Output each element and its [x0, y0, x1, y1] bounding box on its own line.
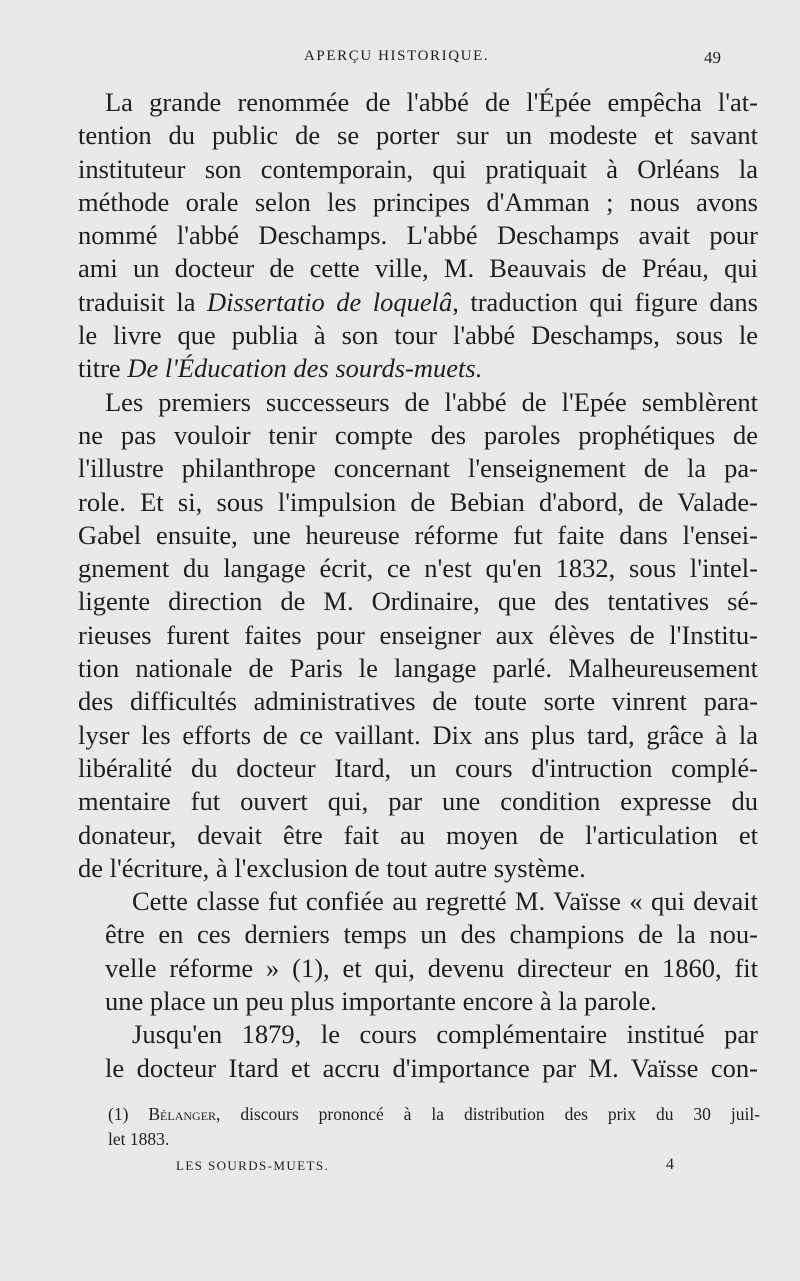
text-line: La grande renommée de l'abbé de l'Épée empêcha l'at- — [105, 87, 758, 117]
text-line: ne pas vouloir tenir compte des paroles prophétiques de — [78, 419, 758, 450]
text-line: méthode orale selon les principes d'Amman ; nous avons — [78, 186, 758, 217]
text-line: des difficultés administratives de toute sorte vinrent para- — [78, 686, 758, 717]
paragraph-1 — [78, 86, 758, 386]
text-segment: titre — [78, 353, 128, 384]
body-text — [78, 86, 758, 1085]
book-title-latin: Dissertatio de loquelâ — [206, 286, 453, 317]
text-line: tion nationale de Paris le langage parlé. Malheureusement — [78, 653, 758, 684]
text-line: velle réforme » (1), et qui, devenu directeur en 1860, fit — [105, 952, 758, 983]
text-line: donateur, devait être fait au moyen de l'articulation et — [78, 819, 758, 850]
text-line: le docteur Itard et accru d'importance par M. Vaïsse con- — [105, 1052, 758, 1083]
text-line: Jusqu'en 1879, le cours complémentaire institué par — [132, 1019, 758, 1050]
text-line: ligente direction de M. Ordinaire, que des tentatives sé- — [78, 586, 758, 617]
book-title-french: De l'Éducation des sourds-muets. — [127, 353, 483, 384]
sheet-number: 4 — [666, 1156, 674, 1173]
footnote-line: let 1883. — [108, 1129, 170, 1149]
text-line: tention du public de se porter sur un modeste et savant — [78, 120, 758, 151]
paragraph-4 — [78, 1018, 758, 1085]
text-line: lyser les efforts de ce vaillant. Dix ans plus tard, grâce à la — [78, 719, 758, 750]
text-line: l'illustre philanthrope concernant l'enseignement de la pa- — [78, 453, 758, 484]
text-line: Gabel ensuite, une heureuse réforme fut faite dans l'ensei- — [78, 519, 758, 550]
page-footer — [0, 1158, 800, 1180]
text-line: ami un docteur de cette ville, M. Beauvais de Préau, qui — [78, 253, 758, 284]
footnote-line — [108, 1102, 760, 1127]
text-line: le livre que publia à son tour l'abbé Deschamps, sous le — [78, 320, 758, 351]
signature-mark: LES SOURDS-MUETS. — [176, 1158, 330, 1173]
text-line: mentaire fut ouvert qui, par une condition expresse du — [78, 786, 758, 817]
text-line: une place un peu plus importante encore à la parole. — [105, 986, 657, 1017]
text-line — [78, 286, 758, 319]
text-segment: , traduction qui figure dans — [452, 286, 758, 317]
paragraph-2 — [78, 386, 758, 885]
text-line: être en ces derniers temps un des champions de la nou- — [105, 919, 758, 950]
text-line: instituteur son contemporain, qui pratiquait à Orléans la — [78, 153, 758, 184]
page-header — [0, 48, 800, 72]
text-segment: traduisit la — [78, 286, 207, 317]
text-line: rieuses furent faites pour enseigner aux élèves de l'Institu- — [78, 619, 758, 650]
footnote-marker: (1) — [108, 1104, 149, 1124]
text-line: libéralité du docteur Itard, un cours d'intruction complé- — [78, 752, 758, 783]
footnote — [108, 1102, 760, 1152]
text-line: de l'écriture, à l'exclusion de tout autre système. — [78, 852, 586, 883]
text-line: gnement du langage écrit, ce n'est qu'en 1832, sous l'intel- — [78, 553, 758, 584]
text-line — [78, 352, 758, 385]
text-line: Cette classe fut confiée au regretté M. Vaïsse « qui devait — [132, 886, 758, 917]
text-line: role. Et si, sous l'impulsion de Bebian d'abord, de Valade- — [78, 486, 758, 517]
footnote-text: , discours prononcé à la distribution des prix du 30 juil- — [216, 1104, 761, 1124]
text-line: Les premiers successeurs de l'abbé de l'Epée semblèrent — [105, 386, 758, 417]
page-number: 49 — [704, 48, 721, 67]
paragraph-3 — [78, 885, 758, 1018]
text-line: nommé l'abbé Deschamps. L'abbé Deschamps avait pour — [78, 220, 758, 251]
footnote-author: Bélanger — [148, 1104, 217, 1124]
running-title: APERÇU HISTORIQUE. — [304, 48, 490, 64]
